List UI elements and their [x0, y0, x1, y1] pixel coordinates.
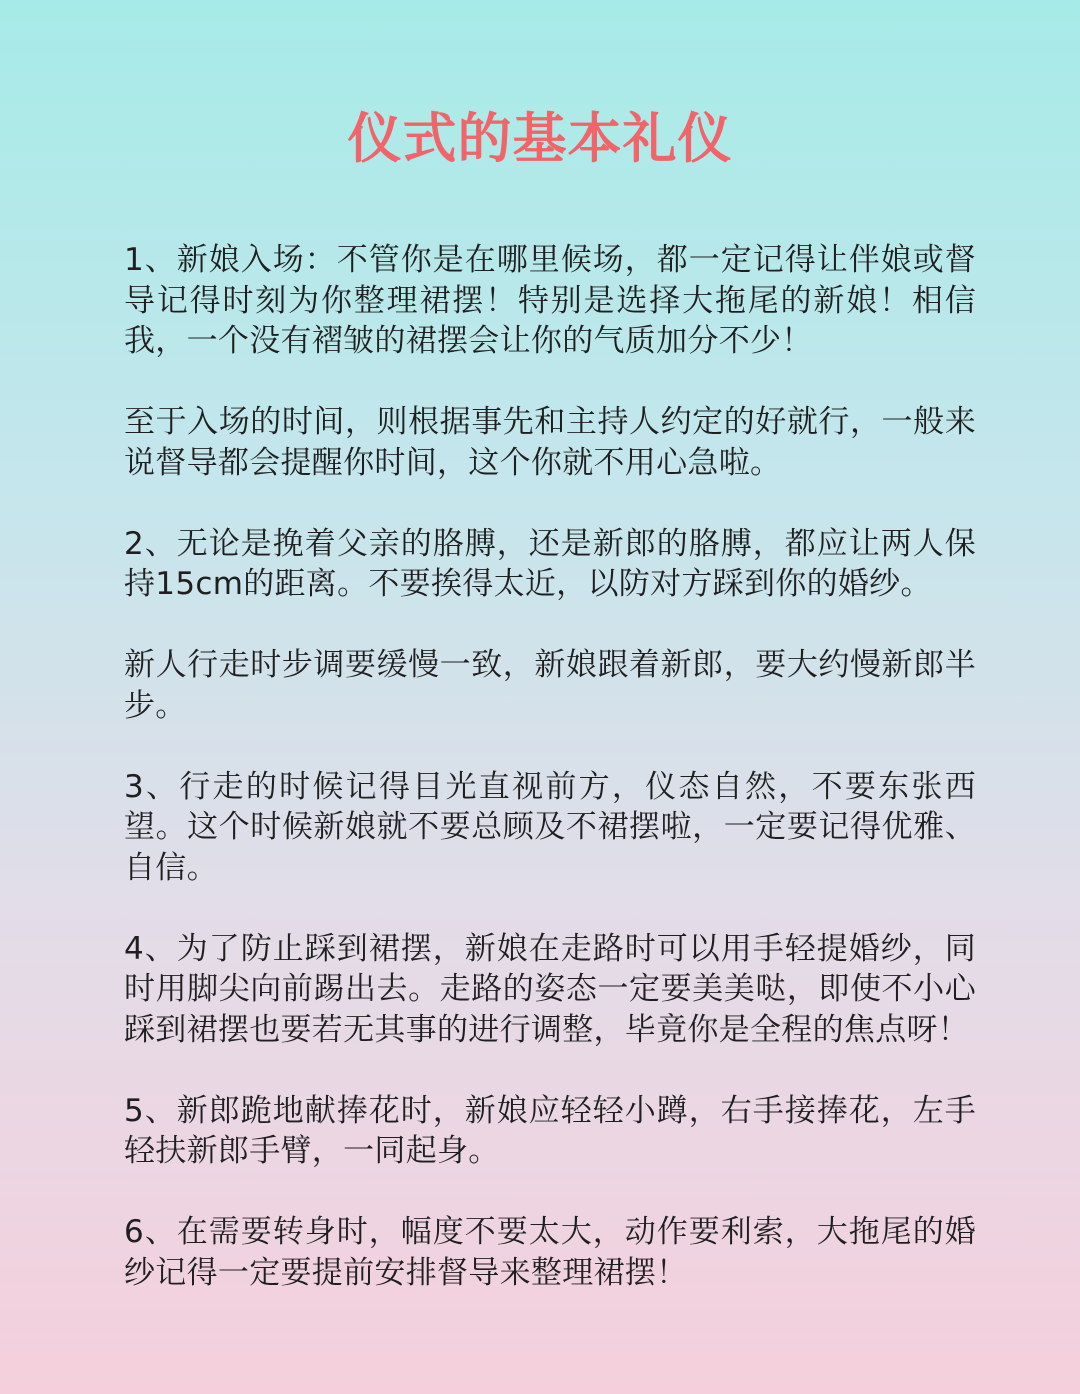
- page-title: 仪式的基本礼仪: [347, 107, 733, 170]
- paragraph-3: 2、无论是挽着父亲的胳膊，还是新郎的胳膊，都应让两人保持15cm的距离。不要挨得太近，以防对方踩到你的婚纱。: [124, 525, 976, 602]
- paragraph-1: 1、新娘入场：不管你是在哪里候场，都一定记得让伴娘或督导记得时刻为你整理裙摆！特别是选择大拖尾的新娘！相信我，一个没有褶皱的裙摆会让你的气质加分不少！: [124, 242, 976, 359]
- paragraph-5: 3、行走的时候记得目光直视前方，仪态自然，不要东张西望。这个时候新娘就不要总顾及不裙摆啦，一定要记得优雅、自信。: [124, 768, 976, 886]
- paragraph-6: 4、为了防止踩到裙摆，新娘在走路时可以用手轻提婚纱，同时用脚尖向前踢出去。走路的姿态一定要美美哒，即使不小心踩到裙摆也要若无其事的进行调整，毕竟你是全程的焦点呀！: [124, 930, 976, 1048]
- article-body: [124, 240, 976, 1334]
- paragraph-8: 6、在需要转身时，幅度不要太大，动作要利索，大拖尾的婚纱记得一定要提前安排督导来整理裙摆！: [124, 1214, 976, 1291]
- paragraph-7: 5、新郎跪地献捧花时，新娘应轻轻小蹲，右手接捧花，左手轻扶新郎手臂，一同起身。: [124, 1092, 976, 1169]
- paragraph-2: 至于入场的时间，则根据事先和主持人约定的好就行，一般来说督导都会提醒你时间，这个你就不用心急啦。: [124, 404, 976, 481]
- paragraph-4: 新人行走时步调要缓慢一致，新娘跟着新郎，要大约慢新郎半步。: [124, 647, 976, 724]
